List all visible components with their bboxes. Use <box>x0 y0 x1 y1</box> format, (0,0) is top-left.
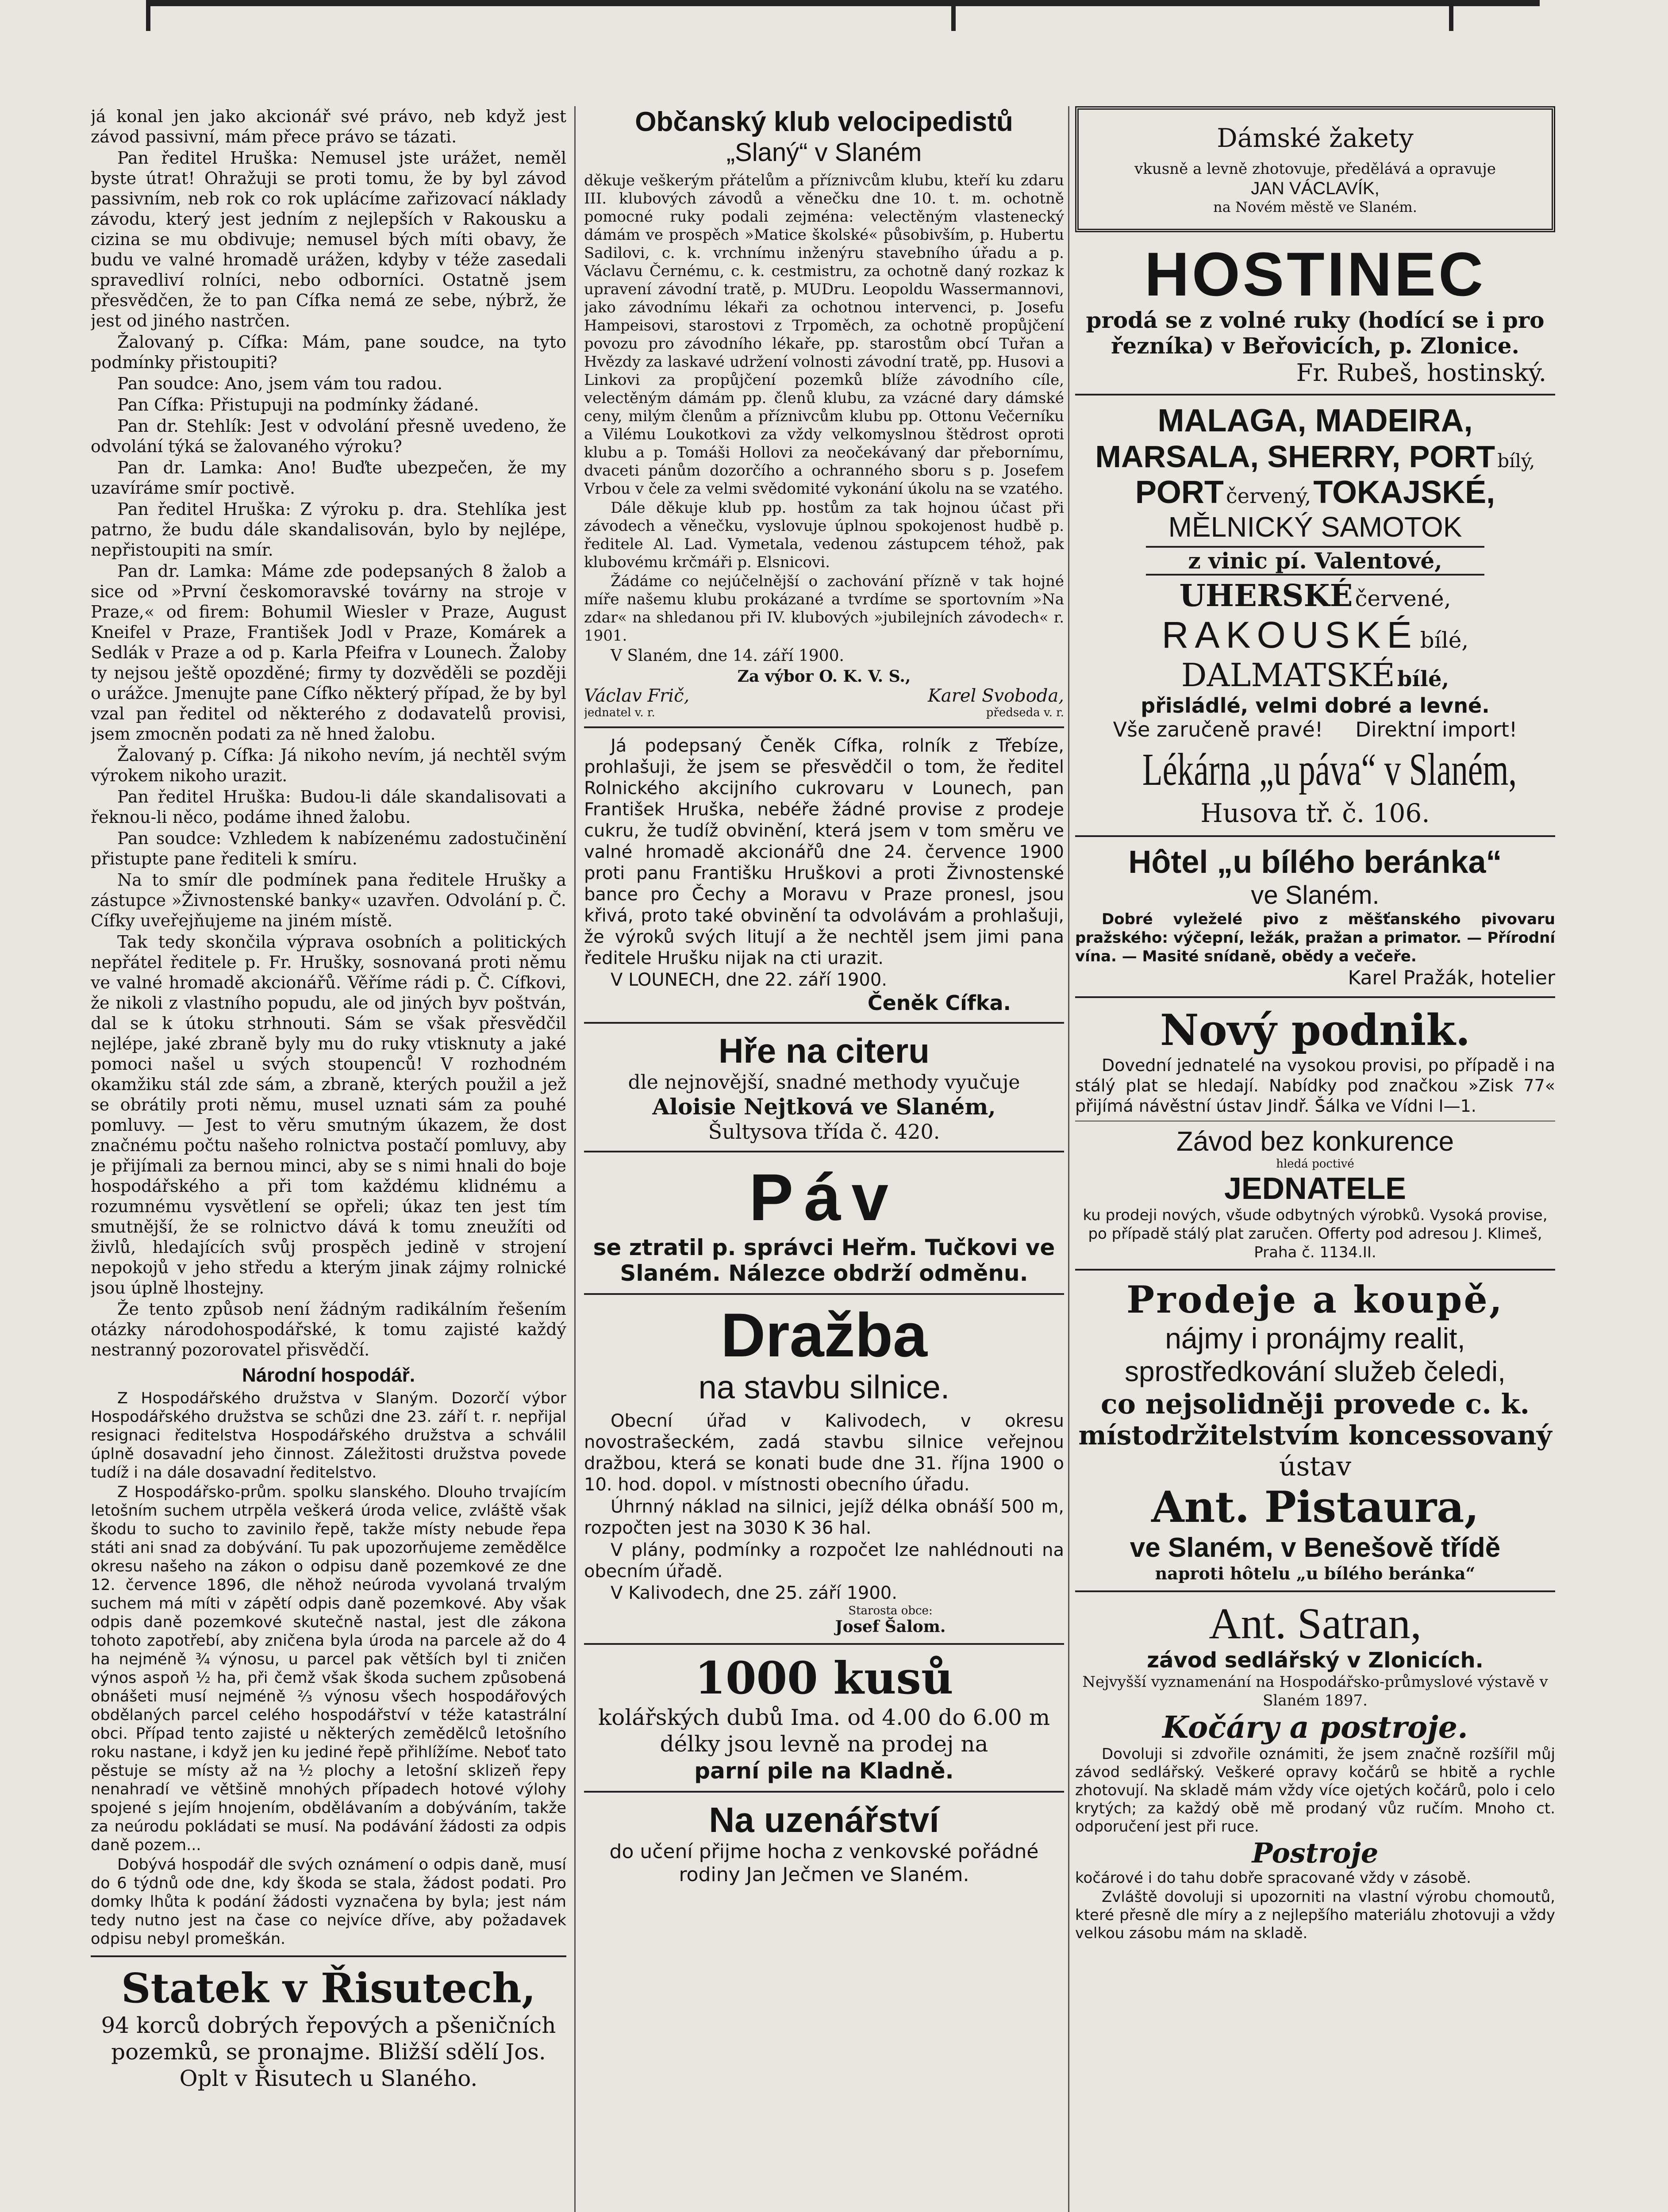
wine-name: TOKAJSKÉ, <box>1313 475 1495 510</box>
top-mark-right <box>1449 0 1453 31</box>
satran-line: závod sedlářský v Zlonicích. <box>1147 1648 1484 1673</box>
prodeje-line: naproti hôtelu „u bílého beránka“ <box>1155 1563 1476 1583</box>
drazba-name: Josef Šalom. <box>835 1617 946 1636</box>
divider <box>584 726 1064 728</box>
lekarna-address: Husova tř. č. 106. <box>1200 798 1430 828</box>
divider <box>584 1022 1064 1024</box>
satran-text: Dovoluji si zdvořile oznámiti, že jsem značně rozšířil můj závod sedlářský. Veškeré opravy kočárů se hbitě a rychle zhotovují. Na skladě mám vždy více ojetých kočárů, polo i celo krytých; za každý obě mě prodaný vůz ručím. Mnoho ct. odporučení jest při ruce. <box>1075 1745 1555 1836</box>
wine-name: DALMATSKÉ <box>1181 657 1395 694</box>
satran-line: Nejvyšší vyznamenání na Hospodářsko-průmyslové výstavě v Slaném 1897. <box>1082 1673 1548 1709</box>
article-paragraph: Že tento způsob není žádným radikálním řešením otázky národohospodářské, k tomu zajisté každý nestranný pozorovatel přisvědčí. <box>91 1299 566 1359</box>
klub-signature-roles <box>584 706 1064 719</box>
ad-title-pav: Páv <box>749 1160 899 1234</box>
cifka-name: Čeněk Cífka. <box>867 991 1011 1015</box>
klub-date: V Slaném, dne 14. září 1900. <box>611 647 844 665</box>
article-paragraph: Žalovaný p. Cífka: Mám, pane soudce, na tyto podmínky přistoupiti? <box>91 332 566 372</box>
article-paragraph: Tak tedy skončila výprava osobních a politických nepřátel ředitele p. Fr. Hrušky, sosnovaná proti němu ve valné hromadě akcionářů. Věříme rádi p. Č. Cífkovi, že nikoli z vlastního popudu, ale od jiných byv poštván, dal se k útoku strhnouti. Sám se však přesvědčil nejlépe, jaké zbraně byly mu do ruky vtisknuty a jaké pomoci našel u svých stoupenců! V rozhodném okamžiku stál zde sám, a zbraně, kterých použil a jež se obrátily proti němu, musel uznati sám za pouhé pomluvy. — Jest to věru smutným úkazem, že dost značnému počtu našeho rolnictva postačí pomluvy, aby je přijímali za bernou minci, aby se s nimi hnali do boje hospodářského a při tom každému klidnému a rozumnému vysvětlení se opřeli; úkaz ten jest tím smutnější, že se rolnictvo dává k tomu zneužíti od živlů, hledajících svůj prospěch jedině v strojení nepokojů v jeho středu a kterým jinak zájmy rolnické jsou úplně lhostejny. <box>91 932 566 1298</box>
wine-color: bílý, <box>1497 450 1535 472</box>
article-paragraph: Pan ředitel Hruška: Nemusel jste urážet, neměl byste útrat! Ohražuji se proti tomu, že by byl závod passivním, neb rok co rok uplácíme zařizovací náklady závodu, který jest jedním z nejlepších v Rakousku a cizina se mu obdivuje; nemusel bých míti obavy, že budu ve valné hromadě urážen, kdyby v téže zasedali spravedliví rolníci, nebo odborníci. Ostatně jsem přesvědčen, že to pan Cífka nemá ze sebe, nýbrž, že jest od jiného nastrčen. <box>91 148 566 330</box>
prodeje-line: co nejsolidněji provede c. k. <box>1100 1388 1530 1420</box>
satran-text: Zvláště dovoluji si upozorniti na vlastní výrobu chomoutů, které přesně dle míry a z nejlepšího materiálu zhotovuji a vždy velkou zásobu mám na skladě. <box>1075 1888 1555 1942</box>
zakety-address: na Novém městě ve Slaném. <box>1213 199 1417 215</box>
article-paragraph: Pan dr. Stehlík: Jest v odvolání přesně uvedeno, že odvolání týká se žalovaného výroku? <box>91 416 566 456</box>
right-column <box>1075 106 1555 2212</box>
kusu-place: parní pile na Kladně. <box>694 1758 954 1784</box>
divider <box>584 1151 1064 1152</box>
divider <box>1075 1269 1555 1271</box>
prodeje-line: ústav <box>1279 1451 1352 1482</box>
signature-left: Václav Frič, <box>584 686 690 706</box>
zakety-line: vkusně a levně zhotovuje, předělává a opravuje <box>1134 160 1496 178</box>
drazba-text: V plány, podmínky a rozpočet lze nahlédnouti na obecním úřadě. <box>584 1540 1064 1582</box>
middle-column <box>584 106 1064 2212</box>
ad-title-hostinec: HOSTINEC <box>1144 239 1486 309</box>
klub-text: Dále děkuje klub pp. hostům za tak hojnou účast při závodech a věnečku, vyslovuje úplnou spokojenost hudbě p. ředitele Al. Lad. Vymetala, vedenou zástupcem téhož, pak klubovému krčmáři p. Elsnicovi. <box>584 499 1064 571</box>
klub-signatures <box>584 686 1064 706</box>
ad-title-kusu: 1000 kusů <box>695 1652 953 1704</box>
satran-title2: Kočáry a postroje. <box>1162 1710 1468 1745</box>
wine-name: PORT <box>1135 475 1224 510</box>
drazba-text: Obecní úřad v Kalivodech, v okresu novostrašeckém, zadá stavbu silnice veřejnou dražbou, která se konati bude dne 31. října 1900 o 10. hod. dopol. v místnosti obecního úřadu. <box>584 1411 1064 1495</box>
wine-row <box>1075 614 1555 657</box>
drazba-date: V Kalivodech, dne 25. září 1900. <box>611 1583 897 1603</box>
satran-title3: Postroje <box>1252 1837 1379 1869</box>
kusu-text: kolářských dubů Ima. od 4.00 do 6.00 m délky jsou levně na prodej na <box>598 1705 1050 1757</box>
ad-title-klub: Občanský klub velocipedistů <box>635 107 1013 137</box>
prodeje-line: místodržitelstvím koncessovaný <box>1078 1420 1552 1451</box>
signature-right-role: předseda v. r. <box>986 706 1064 719</box>
prodeje-line: nájmy i pronájmy realit, <box>1165 1322 1465 1355</box>
wine-color: červené, <box>1355 586 1451 611</box>
ad-title-drazba: Dražba <box>721 1300 927 1370</box>
hotel-text: Dobré vyleželé pivo z měšťanského pivovaru pražského: výčepní, ležák, pražan a primator. — Přírodní vína. — Masité snídaně, obědy a večeře. <box>1075 910 1555 965</box>
zavod-line: hledá poctivé <box>1276 1157 1354 1171</box>
citera-line: dle nejnovější, snadné methody vyučuje <box>628 1071 1020 1094</box>
divider <box>584 1791 1064 1793</box>
ad-title-podnik: Nový podnik. <box>1160 1005 1471 1055</box>
wine-line: Vše zaručeně pravé! Direktní import! <box>1113 718 1518 741</box>
wine-row <box>1075 578 1555 614</box>
prodeje-line: ve Slaném, v Benešově třídě <box>1130 1532 1501 1563</box>
divider <box>1075 835 1555 837</box>
ad-title-zavod: Závod bez konkurence <box>1176 1126 1454 1157</box>
article-paragraph: já konal jen jako akcionář své právo, neb když jest závod passivní, mám přece právo se tázati. <box>91 107 566 146</box>
divider <box>1075 394 1555 396</box>
zakety-title: Dámské žakety <box>1217 123 1414 153</box>
pav-text: se ztratil p. správci Heřm. Tučkovi ve Slaném. Nálezce obdrží odměnu. <box>593 1235 1055 1286</box>
wine-name: UHERSKÉ <box>1179 578 1353 614</box>
article-paragraph: Žalovaný p. Cífka: Já nikoho nevím, já nechtěl svým výrokem nikoho urazit. <box>91 745 566 785</box>
hotel-subtitle: ve Slaném. <box>1251 881 1380 910</box>
column-rule-left <box>574 106 576 2212</box>
wine-color: bílé, <box>1420 627 1469 653</box>
column-rule-right <box>1068 106 1069 2212</box>
top-mark-left <box>146 0 150 31</box>
hostinec-text: prodá se z volné ruky (hodící se i pro řezníka) v Beřovicích, p. Zlonice. <box>1086 307 1545 359</box>
satran-text: kočárové i do tahu dobře spracované vždy v zásobě. <box>1075 1869 1471 1887</box>
ad-title-statek: Statek v Řisutech, <box>121 1964 536 2012</box>
klub-text: Žádáme co nejúčelnější o zachování přízně v tak hojné míře našemu klubu prokázané a tvrdíme se sportovním »Na zdar« na shledanou při IV. klubových »jubilejních závodech« r. 1901. <box>584 572 1064 645</box>
ad-title-hotel: Hôtel „u bílého beránka“ <box>1128 845 1502 880</box>
signature-left-role: jednatel v. r. <box>584 706 655 719</box>
wine-name: MARSALA, SHERRY, PORT <box>1095 439 1495 474</box>
prodeje-name: Ant. Pistaura, <box>1151 1482 1479 1532</box>
wine-row <box>1075 657 1555 694</box>
hotel-sign: Karel Pražák, hotelier <box>1348 967 1555 989</box>
ad-title-uzenar: Na uzenářství <box>709 1800 939 1839</box>
wine-color: bílé, <box>1397 667 1449 691</box>
divider <box>584 1643 1064 1645</box>
wine-row <box>1075 474 1555 511</box>
wine-name: RAKOUSKÉ <box>1161 614 1418 656</box>
wine-row <box>1075 439 1555 474</box>
cifka-text: Já podepsaný Čeněk Cífka, rolník z Třebíze, prohlašuji, že jsem se přesvědčil o tom, že ředitel Rolnického akcijního cukrovaru v Lounech, pan František Hruška, nebéře žádné provise z prodeje cukru, že tudíž obvinění, která jsem v tom směru ve valné hromadě akcionářů dne 24. července 1900 proti panu Františku Hruškovi a proti Živnostenské bance pro Čechy a Moravu v Praze pronesl, jsou křivá, proto také obvinění ta odvolávám a prohlašuji, že výroků svých litují a že nechtěl jsem jimi pana ředitele Hrušku nijak na cti urazit. <box>584 736 1064 968</box>
article-paragraph: Pan soudce: Ano, jsem vám tou radou. <box>117 374 443 393</box>
signature-right: Karel Svoboda, <box>928 686 1064 706</box>
top-rule <box>146 0 1540 6</box>
divider <box>1075 996 1555 998</box>
citera-name: Aloisie Nejtková ve Slaném, <box>652 1094 996 1120</box>
uzenar-text: do učení přijme hocha z venkovské pořádné rodiny Jan Ječmen ve Slaném. <box>609 1840 1039 1886</box>
drazba-text: Úhrnný náklad na silnici, jejíž délka obnáší 500 m, rozpočten jest na 3030 K 36 hal. <box>584 1497 1064 1538</box>
divider <box>1075 1590 1555 1592</box>
article-paragraph: Pan dr. Lamka: Ano! Buďte ubezpečen, že my uzavíráme smír poctivě. <box>91 458 566 498</box>
wine-line: MĚLNICKÝ SAMOTOK <box>1168 511 1462 543</box>
article-paragraph: Pan ředitel Hruška: Budou-li dále skandalisovati a řeknou-li něco, podáme ihned žalobu. <box>91 787 566 827</box>
zavod-text: ku prodeji nových, všude odbytných výrobků. Vysoká provise, po případě stálý plat zaručen. Offerty pod adresou J. Klimeš, Praha č. 1134.II. <box>1083 1206 1548 1261</box>
prodeje-line: sprostředkování služeb čeledi, <box>1125 1356 1506 1387</box>
article-paragraph: Pan ředitel Hruška: Z výroku p. dra. Stehlíka jest patrno, že budu dále skandalisován, bylo by nejlépe, nepřistoupiti na smír. <box>91 499 566 560</box>
article-paragraph: Na to smír dle podmínek pana ředitele Hrušky a zástupce »Živnostenské banky« uzavřen. Odvolání p. Č. Cífky uveřejňujeme na jiném místě. <box>91 870 566 930</box>
wine-line: z vinic pí. Valentové, <box>1146 546 1484 576</box>
article-paragraph: Pan dr. Lamka: Máme zde podepsaných 8 žalob a sice od »První českomoravské továrny na stroje v Praze,« od firem: Bohumil Wiesler v Praze, August Kneifel v Praze, František Jodl v Praze, Komárek a Sedlák v Praze a od p. Karla Pfeifra v Lounech. Žaloby ty nejsou ještě opozděné; firmy ty dozvěděli se později o urážce. Jmenujte pane Cífko některý případ, že by byl vzal pan ředitel od některého z dodavatelů provisi, jsem zmocněn podati za ně hned žalobu. <box>91 561 566 744</box>
divider <box>91 1955 566 1957</box>
wine-line: přisládlé, velmi dobré a levné. <box>1141 694 1490 718</box>
section-paragraph: Z Hospodářsko-prům. spolku slanského. Dlouho trvajícím letošním suchem utrpěla veškerá úroda velice, zvláště však škodu to sucho to zavinilo řepě, takže místy nebude řepa státi ani snad za dobývání. Tu pak upozorňujeme zemědělce okresu našeho na zákon o odpisu daně pozemkové ze dne 12. července 1896, dle něhož neúroda vyvolaná trvalým suchem má míti v zápětí odpis daně pozemkové. Aby však odpis daně pozemkové skutečně nastal, jest dle zákona tohoto zapotřebí, aby zničena byla úroda na parcele až do 4 ha nejméně ¾ výnosu, u parcel pak větších byl ti zničen výnos aspoň ½ ha, při čemž však škoda suchem způsobená obnášeti musí nejméně ⅔ výnosu všech hospodářových obdělaných parcel celého hospodářství v téže katastrální obci. Případ tento zajisté u některých zemědělců letošního roku nastane, i když jen ku jediné řepě přihlížíme. Neboť tato pěstuje se místy až na ½ plochy a letošní sklizeň řepy nenahradí ve většině mnohých případech hotové výlohy spojené s jejím hnojením, obdělávaním a dobýváním, takže za neúrodu pokládati se musí. Na podávání žádosti za odpis daně pozem... <box>91 1483 566 1854</box>
zakety-name: JAN VÁCLAVÍK, <box>1251 179 1380 198</box>
article-paragraph: Pan soudce: Vzhledem k nabízenému zadostučinění přistupte pane řediteli k smíru. <box>91 829 566 868</box>
citera-address: Šultysova třída č. 420. <box>708 1120 940 1144</box>
podnik-text: Dovední jednatelé na vysokou provisi, po případě i na stálý plat se hledají. Nabídky pod značkou »Zisk 77« přijímá návěstní ústav Jindř. Šálka ve Vídni I—1. <box>1075 1056 1555 1116</box>
drazba-subtitle: na stavbu silnice. <box>698 1369 950 1406</box>
ad-subtitle-klub: „Slaný“ v Slaném <box>726 138 922 167</box>
drazba-role: Starosta obce: <box>848 1604 933 1617</box>
article-paragraph: Pan Cífka: Přistupuji na podmínky žádané. <box>117 395 479 415</box>
klub-text: děkuje veškerým přátelům a příznivcům klubu, kteří ku zdaru III. klubových závodů a věnečku dne 10. t. m. ochotně pomocné ruky podali zejména: velectěným vlastenecký dámám ve prospěch »Matice školské« působivším, p. Hubertu Sadilovi, c. k. vrchnímu inženýru stavebního úřadu a p. Václavu Černému, c. k. cestmistru, za ochotně daný rozkaz k upravení závodní tratě, p. MUDru. Leopoldu Wassermannovi, jako závodnímu lékaři za ochotnou intervenci, p. Josefu Hampeisovi, starostovi z Trpoměch, za ochotně propůjčení povozu pro závodního lékaře, pp. starostům obcí Tuřan a Hvězdy za laskavé udržení volnosti závodní tratě, pp. Husovi a Linkovi za propůjčení pozemků blíže závodního cíle, velectěným dámám pp. členů klubu, za vzácné dary dámské ceny, milým členům a příznivcům klubu pp. Ottonu Večerníku a Vilému Loukotkovi za vždy velkomyslnou štědrost oproti klubu a p. Tomáši Hollovi za neočekávaný dar přebornímu, dvaceti pánům dozorčího a ochranného sboru s p. Josefem Vrbou v čele za velmi svědomité vykonání úkolu na se vzatého. <box>584 172 1064 498</box>
left-column <box>91 106 566 2212</box>
hostinec-sign: Fr. Rubeš, hostinský. <box>1296 359 1546 387</box>
klub-committee: Za výbor O. K. V. S., <box>737 667 911 686</box>
ad-text-statek: 94 korců dobrých řepových a pšeničních pozemků, se pronajme. Bližší sdělí Jos. Oplt v Řisutech u Slaného. <box>101 2012 556 2091</box>
prodeje-title: Prodeje a koupě, <box>1126 1278 1504 1321</box>
wine-line: MALAGA, MADEIRA, <box>1157 403 1473 438</box>
zavod-title2: JEDNATELE <box>1224 1171 1406 1206</box>
ad-title-satran: Ant. Satran, <box>1209 1599 1422 1648</box>
ad-title-citera: Hře na citeru <box>719 1031 930 1070</box>
divider <box>584 1293 1064 1295</box>
lekarna-title: Lékárna „u páva“ v Slaném, <box>1142 744 1517 795</box>
section-title-narodni: Národní hospodář. <box>242 1364 415 1386</box>
wine-color: červený, <box>1226 484 1311 508</box>
top-mark-center <box>951 0 956 31</box>
ad-box-zakety <box>1075 106 1555 232</box>
section-paragraph: Z Hospodářského družstva v Slaným. Dozorčí výbor Hospodářského družstva se schůzi dne 23. září t. r. nepřijal resignaci ředitelstva Hospodářského družstva a schválil úplně dosavadní jeho činnost. Záležitosti družstva povede tudíž i na dále dosavadní ředitelstvo. <box>91 1390 566 1482</box>
cifka-date: V LOUNECH, dne 22. září 1900. <box>611 970 888 990</box>
section-paragraph: Dobývá hospodář dle svých oznámení o odpis daně, musí do 6 týdnů ode dne, kdy škoda se stala, žádost podati. Pro domky lhůta k podání žádosti vyznačena by byla; jest nám tedy nutno jest na čase co nejvíce dříve, aby požadavek odpisu nebyl promeškán. <box>91 1856 566 1948</box>
